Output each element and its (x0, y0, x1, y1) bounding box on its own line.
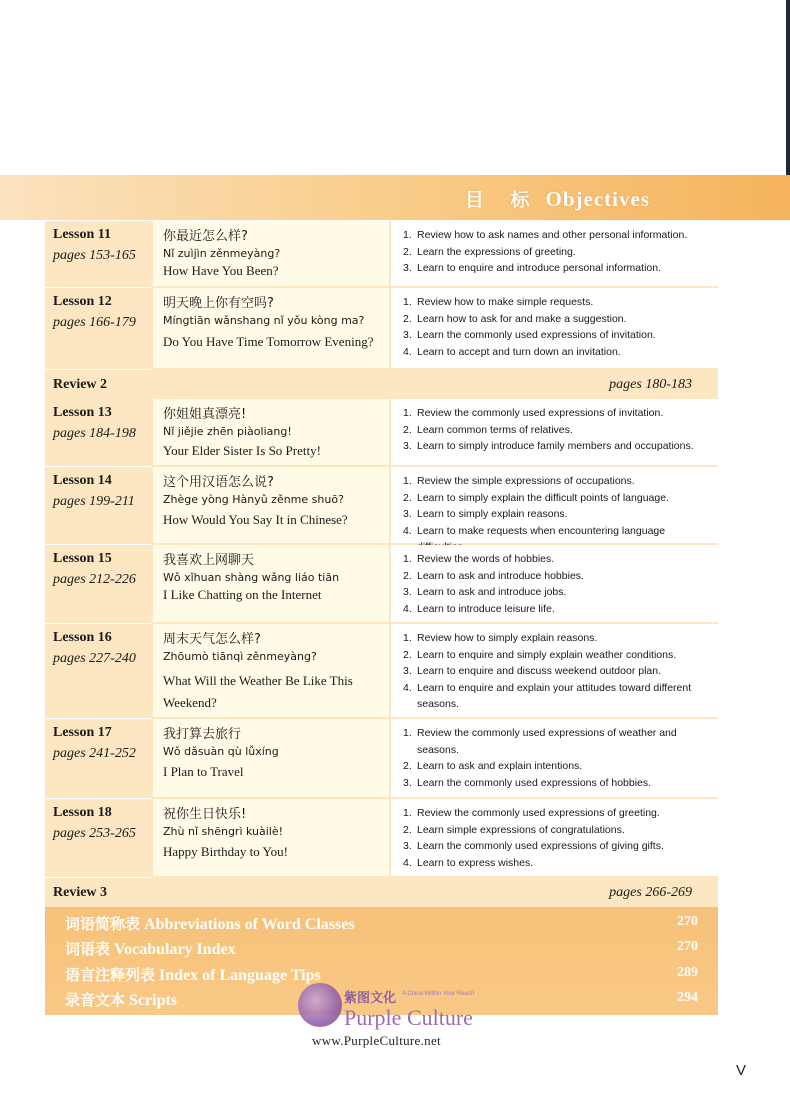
review-pages: pages 180-183 (609, 377, 692, 392)
lesson-title-en: Happy Birthday to You! (163, 844, 288, 859)
page-number: V (735, 1062, 746, 1079)
lesson-title-en: Your Elder Sister Is So Pretty! (163, 443, 321, 458)
objectives-cell (391, 719, 718, 799)
index-label: 语言注释列表 Index of Language Tips (65, 966, 321, 984)
lesson-title-zh: 明天晚上你有空吗? (163, 296, 274, 311)
objective-item: 3. Learn the commonly used expressions of giving gifts. (403, 840, 664, 853)
lesson-name: Lesson 11 (53, 227, 111, 242)
objective-item: 3. Learn to enquire and discuss weekend outdoor plan. (403, 665, 662, 678)
objective-item: 2. Learn the expressions of greeting. (403, 245, 576, 258)
lesson-title-zh: 周末天气怎么样? (163, 632, 261, 647)
lesson-title-zh: 你最近怎么样? (163, 229, 248, 244)
objective-item: 4. Learn to make requests when encountering language (403, 524, 666, 537)
lesson-row (45, 221, 718, 288)
lesson-title-pinyin: Wǒ xǐhuan shàng wǎng liáo tiān (163, 571, 340, 584)
lesson-title-zh: 这个用汉语怎么说? (163, 475, 274, 490)
title-cell (153, 467, 389, 545)
lesson-cell (45, 221, 151, 288)
lesson-title-pinyin: Zhōumò tiānqì zěnmeyàng? (163, 650, 317, 663)
objective-item: 4. Learn to express wishes. (403, 856, 534, 869)
lesson-pages: pages 184-198 (53, 426, 136, 441)
lesson-row (45, 719, 718, 799)
lesson-cell (45, 467, 151, 545)
objectives-list (403, 294, 711, 360)
lesson-name: Lesson 12 (53, 294, 112, 309)
title-cell (153, 288, 389, 370)
lesson-pages: pages 227-240 (53, 651, 136, 666)
objective-item: 3. Learn to enquire and introduce personal information. (403, 262, 661, 275)
objective-item: 1. Review the commonly used expressions of greeting. (403, 807, 660, 819)
lesson-pages: pages 199-211 (53, 494, 135, 509)
review-pages: pages 266-269 (609, 885, 692, 900)
index-page: 270 (677, 914, 698, 929)
objectives-title-en: Objectives (545, 187, 650, 211)
lesson-title-en: How Would You Say It in Chinese? (163, 512, 348, 527)
lesson-row (45, 624, 718, 719)
lesson-name: Lesson 17 (53, 725, 112, 740)
lesson-cell (45, 545, 151, 624)
index-label: 词语表 Vocabulary Index (65, 940, 236, 958)
index-entry[interactable] (65, 935, 708, 960)
top-blank-area (0, 0, 790, 175)
objective-item: 3. Learn to ask and introduce jobs. (403, 586, 567, 599)
review-label: Review 3 (53, 885, 108, 900)
lesson-title-en: Do You Have Time Tomorrow Evening? (163, 334, 374, 349)
lesson-row (45, 399, 718, 467)
index-label: 词语简称表 Abbreviations of Word Classes (65, 915, 355, 933)
lesson-title-zh: 祝你生日快乐! (163, 807, 247, 822)
objectives-list (403, 405, 711, 455)
objective-item: 1. Review how to simply explain reasons. (403, 632, 598, 644)
lesson-row (45, 545, 718, 624)
index-page: 270 (677, 939, 698, 954)
review-row (45, 878, 718, 907)
objective-item: 1. Review the commonly used expressions of weather and seasons. (403, 727, 677, 756)
title-cell (153, 719, 389, 799)
lesson-pages: pages 241-252 (53, 746, 136, 761)
objective-item: 3. Learn to simply introduce family members and occupations. (403, 440, 694, 453)
objective-item: 4. Learn to accept and turn down an invitation. (403, 345, 621, 358)
lesson-row (45, 799, 718, 878)
objective-item: 1. Review how to ask names and other personal information. (403, 229, 688, 241)
objective-item: 1. Review the words of hobbies. (403, 553, 555, 565)
lesson-name: Lesson 16 (53, 630, 112, 645)
objectives-header (0, 175, 790, 220)
lesson-pages: pages 166-179 (53, 315, 136, 330)
lesson-cell (45, 719, 151, 799)
objectives-title-zh: 目 标 (464, 189, 540, 211)
lesson-title-pinyin: Wǒ dǎsuàn qù lǚxíng (163, 745, 279, 758)
objective-item: 3. Learn to simply explain reasons. (403, 508, 568, 521)
objective-item: 2. Learn to enquire and simply explain weather conditions. (403, 648, 677, 661)
objective-item: 1. Review the commonly used expressions of invitation. (403, 407, 664, 419)
objective-item: 4. Learn to introduce leisure life. (403, 602, 555, 615)
objective-item: 3. Learn the commonly used expressions of invitation. (403, 329, 656, 342)
lesson-cell (45, 624, 151, 719)
objectives-cell (391, 624, 718, 719)
lesson-title-pinyin: Nǐ jiějie zhēn piàoliang! (163, 425, 292, 438)
review-row (45, 370, 718, 399)
lesson-cell (45, 399, 151, 467)
lesson-title-zh: 我打算去旅行 (163, 727, 242, 742)
lesson-title-pinyin: Zhù nǐ shēngrì kuàilè! (163, 825, 284, 838)
index-page: 289 (677, 965, 698, 980)
watermark-tagline: A China Within Your Reach (402, 991, 475, 997)
objectives-title (465, 185, 650, 212)
lesson-title-pinyin: Míngtiān wǎnshang nǐ yǒu kòng ma? (163, 314, 365, 327)
objective-item: 2. Learn to ask and introduce hobbies. (403, 569, 584, 582)
objectives-list (403, 551, 711, 617)
purple-culture-watermark (298, 983, 508, 1053)
objectives-list (403, 805, 711, 871)
objective-item: 2. Learn to simply explain the difficult points of language. (403, 491, 669, 504)
objectives-cell (391, 399, 718, 467)
index-label: 录音文本 Scripts (65, 991, 178, 1009)
objectives-cell (391, 467, 718, 545)
lesson-title-en: How Have You Been? (163, 263, 279, 278)
objectives-cell (391, 288, 718, 370)
review-label: Review 2 (53, 377, 108, 392)
lesson-title-pinyin: Zhège yòng Hànyǔ zěnme shuō? (163, 493, 344, 506)
lesson-pages: pages 253-265 (53, 826, 136, 841)
watermark-zh: 紫图文化 (344, 991, 397, 1006)
lesson-pages: pages 153-165 (53, 248, 136, 263)
lesson-cell (45, 799, 151, 878)
lesson-name: Lesson 15 (53, 551, 112, 566)
title-cell (153, 545, 389, 624)
objective-item: 3. Learn the commonly used expressions of hobbies. (403, 776, 652, 789)
objective-item: 2. Learn how to ask for and make a suggestion. (403, 312, 627, 325)
objectives-list (403, 630, 711, 713)
objective-item: 2. Learn simple expressions of congratulations. (403, 823, 625, 836)
contents-table (45, 221, 718, 907)
lesson-name: Lesson 18 (53, 805, 112, 820)
lesson-name: Lesson 13 (53, 405, 112, 420)
lesson-pages: pages 212-226 (53, 572, 136, 587)
watermark-name: Purple Culture (344, 1005, 473, 1030)
objective-item: 1. Review the simple expressions of occupations. (403, 475, 635, 487)
lesson-row (45, 467, 718, 545)
objectives-list (403, 725, 711, 791)
purple-culture-logo-icon (298, 983, 342, 1027)
lesson-title-pinyin: Nǐ zuìjìn zěnmeyàng? (163, 247, 281, 260)
lesson-title-en: I Plan to Travel (163, 764, 244, 779)
title-cell (153, 221, 389, 288)
lesson-title-en: What Will the Weather Be Like This Weekend? (163, 673, 353, 710)
objectives-cell (391, 545, 718, 624)
objectives-cell (391, 221, 718, 288)
objective-item: 4. Learn to enquire and explain your attitudes toward different seasons. (403, 681, 692, 711)
lesson-row (45, 288, 718, 370)
watermark-url: www.PurpleCulture.net (312, 1033, 441, 1048)
objective-item: 2. Learn to ask and explain intentions. (403, 760, 583, 773)
title-cell (153, 399, 389, 467)
lesson-cell (45, 288, 151, 370)
objectives-cell (391, 799, 718, 878)
lesson-name: Lesson 14 (53, 473, 112, 488)
index-entry[interactable] (65, 910, 708, 935)
objectives-list (403, 473, 711, 556)
index-page: 294 (677, 990, 698, 1005)
objective-item: 1. Review how to make simple requests. (403, 296, 594, 308)
lesson-title-zh: 你姐姐真漂亮! (163, 407, 247, 422)
lesson-title-en: I Like Chatting on the Internet (163, 587, 322, 602)
title-cell (153, 624, 389, 719)
objectives-list (403, 227, 711, 277)
objective-item: 2. Learn common terms of relatives. (403, 423, 573, 436)
title-cell (153, 799, 389, 878)
lesson-title-zh: 我喜欢上网聊天 (163, 553, 255, 568)
